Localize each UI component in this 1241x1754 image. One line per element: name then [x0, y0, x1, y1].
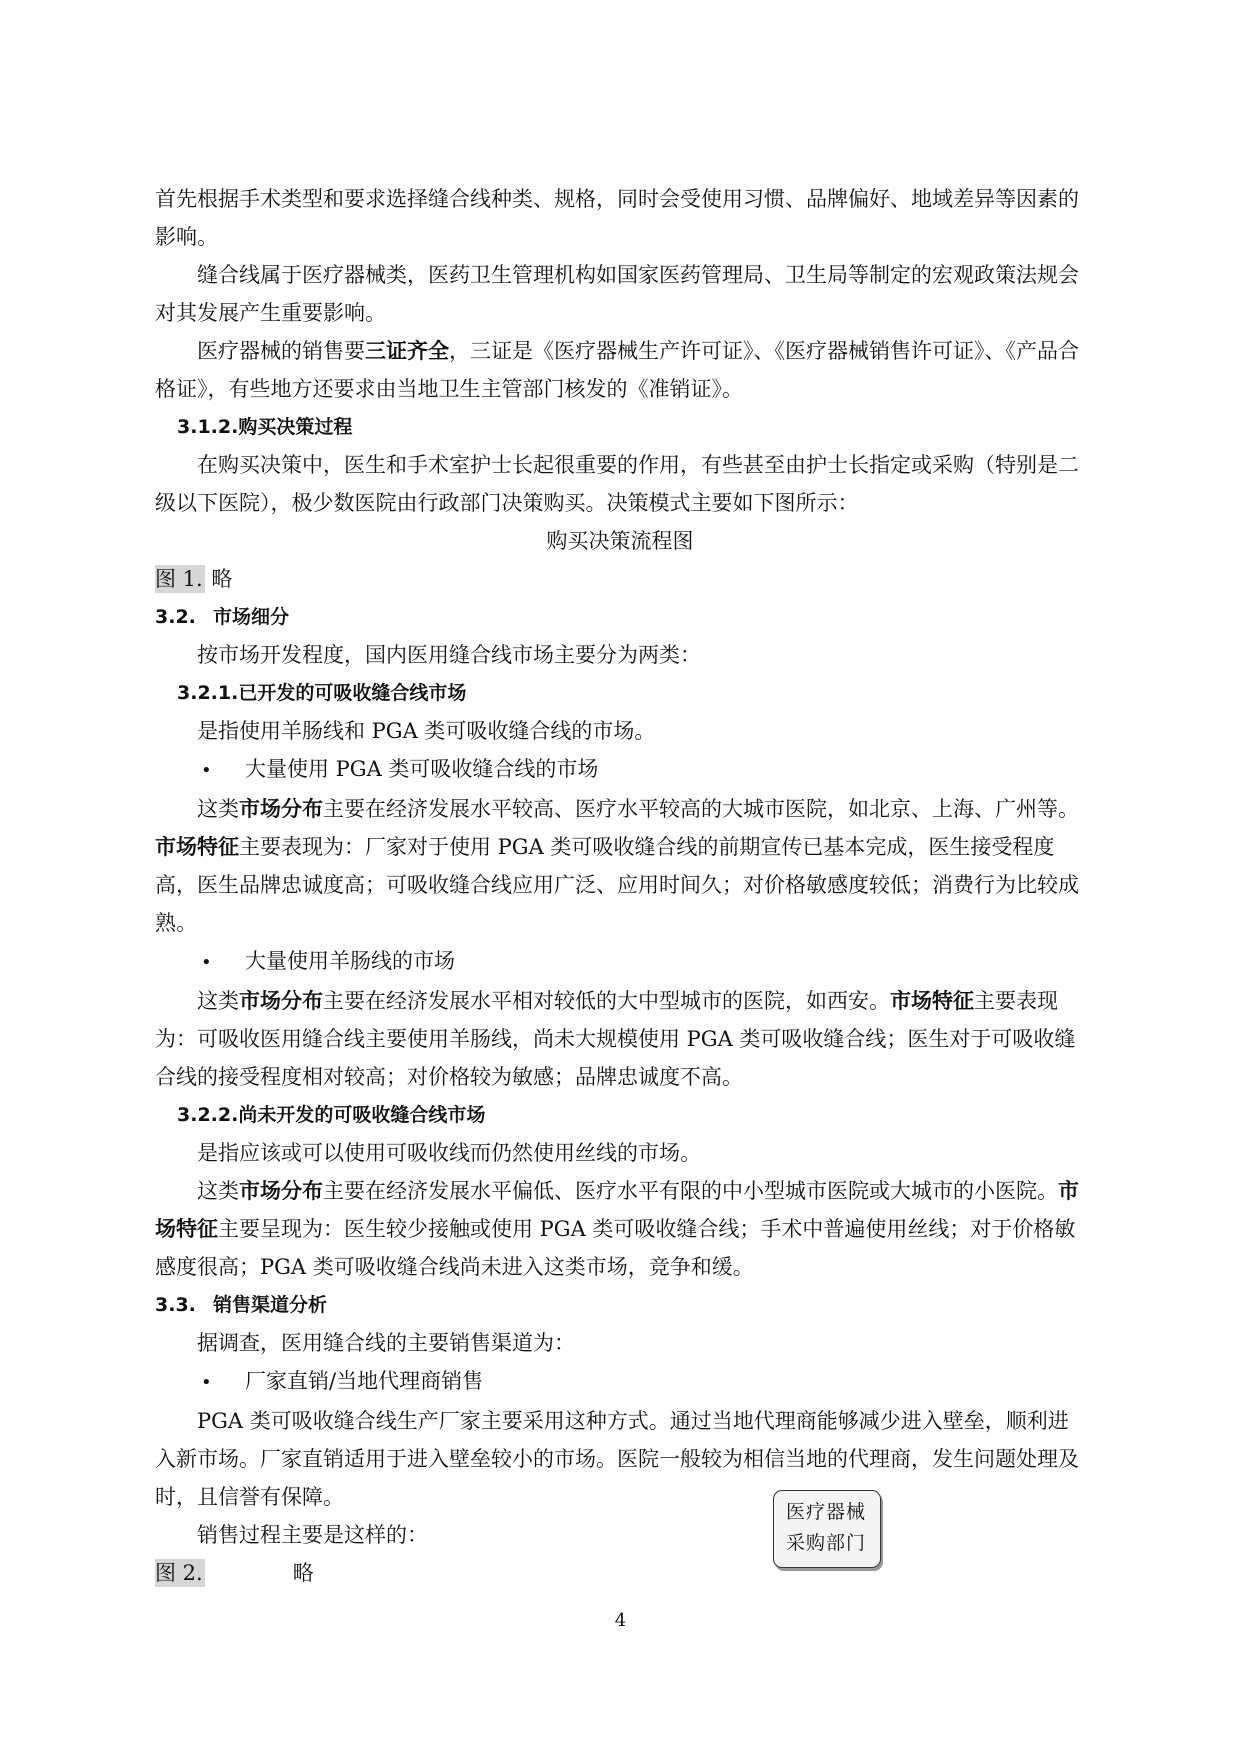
bullet-item — [155, 1362, 1085, 1402]
bold-term: 三证齐全 — [365, 339, 449, 363]
bullet-icon: • — [201, 1372, 212, 1393]
heading-number: 3.3. — [155, 1294, 196, 1316]
text: 主要在经济发展水平偏低、医疗水平有限的中小型城市医院或大城市的小医院。 — [323, 1179, 1058, 1203]
bold-term: 市场特征 — [155, 1179, 1079, 1241]
bold-term: 市场特征 — [155, 835, 239, 859]
heading-number: 3.2. — [155, 606, 196, 628]
text: 主要呈现为：医生较少接触或使用 PGA 类可吸收缝合线；手术中普遍使用丝线；对于价格敏感度很高；PGA 类可吸收缝合线尚未进入这类市场，竞争和缓。 — [155, 1217, 1076, 1279]
heading-3-2 — [155, 598, 1085, 636]
bullet-text: 大量使用 PGA 类可吸收缝合线的市场 — [245, 757, 599, 781]
text: 这类 — [197, 989, 239, 1013]
paragraph — [155, 982, 1085, 1096]
heading-text: 市场细分 — [213, 606, 290, 628]
figure-title: 购买决策流程图 — [546, 529, 694, 553]
text: 医疗器械的销售要 — [197, 339, 365, 363]
page-number: 4 — [614, 1610, 627, 1631]
figure-2-caption — [155, 1554, 1085, 1592]
figure-label: 图 1. — [155, 567, 203, 591]
paragraph — [155, 1172, 1085, 1286]
page-content — [155, 180, 1085, 1592]
paragraph: 首先根据手术类型和要求选择缝合线种类、规格，同时会受使用习惯、品牌偏好、地域差异等因素的影响。 — [155, 187, 1079, 249]
bold-term: 市场特征 — [890, 989, 974, 1013]
diagram-node-line: 医疗器械 — [786, 1501, 867, 1523]
paragraph: PGA 类可吸收缝合线生产厂家主要采用这种方式。通过当地代理商能够减少进入壁垒，顺利进入新市场。厂家直销适用于进入壁垒较小的市场。医院一般较为相信当地的代理商，发生问题处理及时，且信誉有保障。 — [155, 1409, 1079, 1509]
bullet-text: 厂家直销/当地代理商销售 — [245, 1369, 484, 1393]
paragraph: 按市场开发程度，国内医用缝合线市场主要分为两类： — [197, 643, 701, 667]
paragraph — [155, 332, 1085, 408]
figure-1-caption — [155, 560, 1085, 598]
heading-3-2-2: 3.2.2.尚未开发的可吸收缝合线市场 — [177, 1104, 486, 1126]
text: 主要在经济发展水平相对较低的大中型城市的医院，如西安。 — [323, 989, 890, 1013]
bullet-icon: • — [201, 760, 212, 781]
heading-3-2-1: 3.2.1.已开发的可吸收缝合线市场 — [177, 682, 467, 704]
diagram-node-box — [773, 1490, 881, 1568]
bold-term: 市场分布 — [239, 797, 323, 821]
paragraph: 据调查，医用缝合线的主要销售渠道为： — [197, 1331, 575, 1355]
bullet-text: 大量使用羊肠线的市场 — [245, 949, 455, 973]
bold-term: 市场分布 — [239, 989, 323, 1013]
text: 主要表现为：可吸收医用缝合线主要使用羊肠线，尚未大规模使用 PGA 类可吸收缝合线；医生对于可吸收缝合线的接受程度相对较高；对价格较为敏感；品牌忠诚度不高。 — [155, 989, 1076, 1089]
text: 这类 — [197, 797, 239, 821]
text: 主要表现为：厂家对于使用 PGA 类可吸收缝合线的前期宣传已基本完成，医生接受程度高，医生品牌忠诚度高；可吸收缝合线应用广泛、应用时间久；对价格敏感度较低；消费行为比较成熟。 — [155, 835, 1079, 935]
diagram-node-line: 采购部门 — [786, 1532, 867, 1554]
text: 这类 — [197, 1179, 239, 1203]
figure-label: 图 2. — [155, 1561, 203, 1585]
paragraph: 是指应该或可以使用可吸收线而仍然使用丝线的市场。 — [197, 1141, 701, 1165]
figure-placeholder: 略 — [211, 567, 233, 591]
text: 主要在经济发展水平较高、医疗水平较高的大城市医院，如北京、上海、广州等。 — [323, 797, 1079, 821]
heading-text: 销售渠道分析 — [213, 1294, 328, 1316]
figure-placeholder: 略 — [292, 1561, 314, 1585]
text: ，三证是《医疗器械生产许可证》、《医疗器械销售许可证》、《产品合格证》，有些地方还要求由当地卫生主管部门核发的《准销证》。 — [155, 339, 1079, 401]
bold-term: 市场分布 — [239, 1179, 323, 1203]
heading-3-3 — [155, 1286, 1085, 1324]
paragraph: 缝合线属于医疗器械类，医药卫生管理机构如国家医药管理局、卫生局等制定的宏观政策法规会对其发展产生重要影响。 — [155, 263, 1079, 325]
paragraph: 销售过程主要是这样的： — [197, 1523, 428, 1547]
bullet-item — [155, 750, 1085, 790]
bullet-icon: • — [201, 952, 212, 973]
paragraph: 是指使用羊肠线和 PGA 类可吸收缝合线的市场。 — [197, 719, 656, 743]
paragraph — [155, 790, 1085, 942]
heading-3-1-2: 3.1.2.购买决策过程 — [177, 416, 353, 438]
paragraph: 在购买决策中，医生和手术室护士长起很重要的作用，有些甚至由护士长指定或采购（特别是二级以下医院），极少数医院由行政部门决策购买。决策模式主要如下图所示： — [155, 453, 1079, 515]
bullet-item — [155, 942, 1085, 982]
